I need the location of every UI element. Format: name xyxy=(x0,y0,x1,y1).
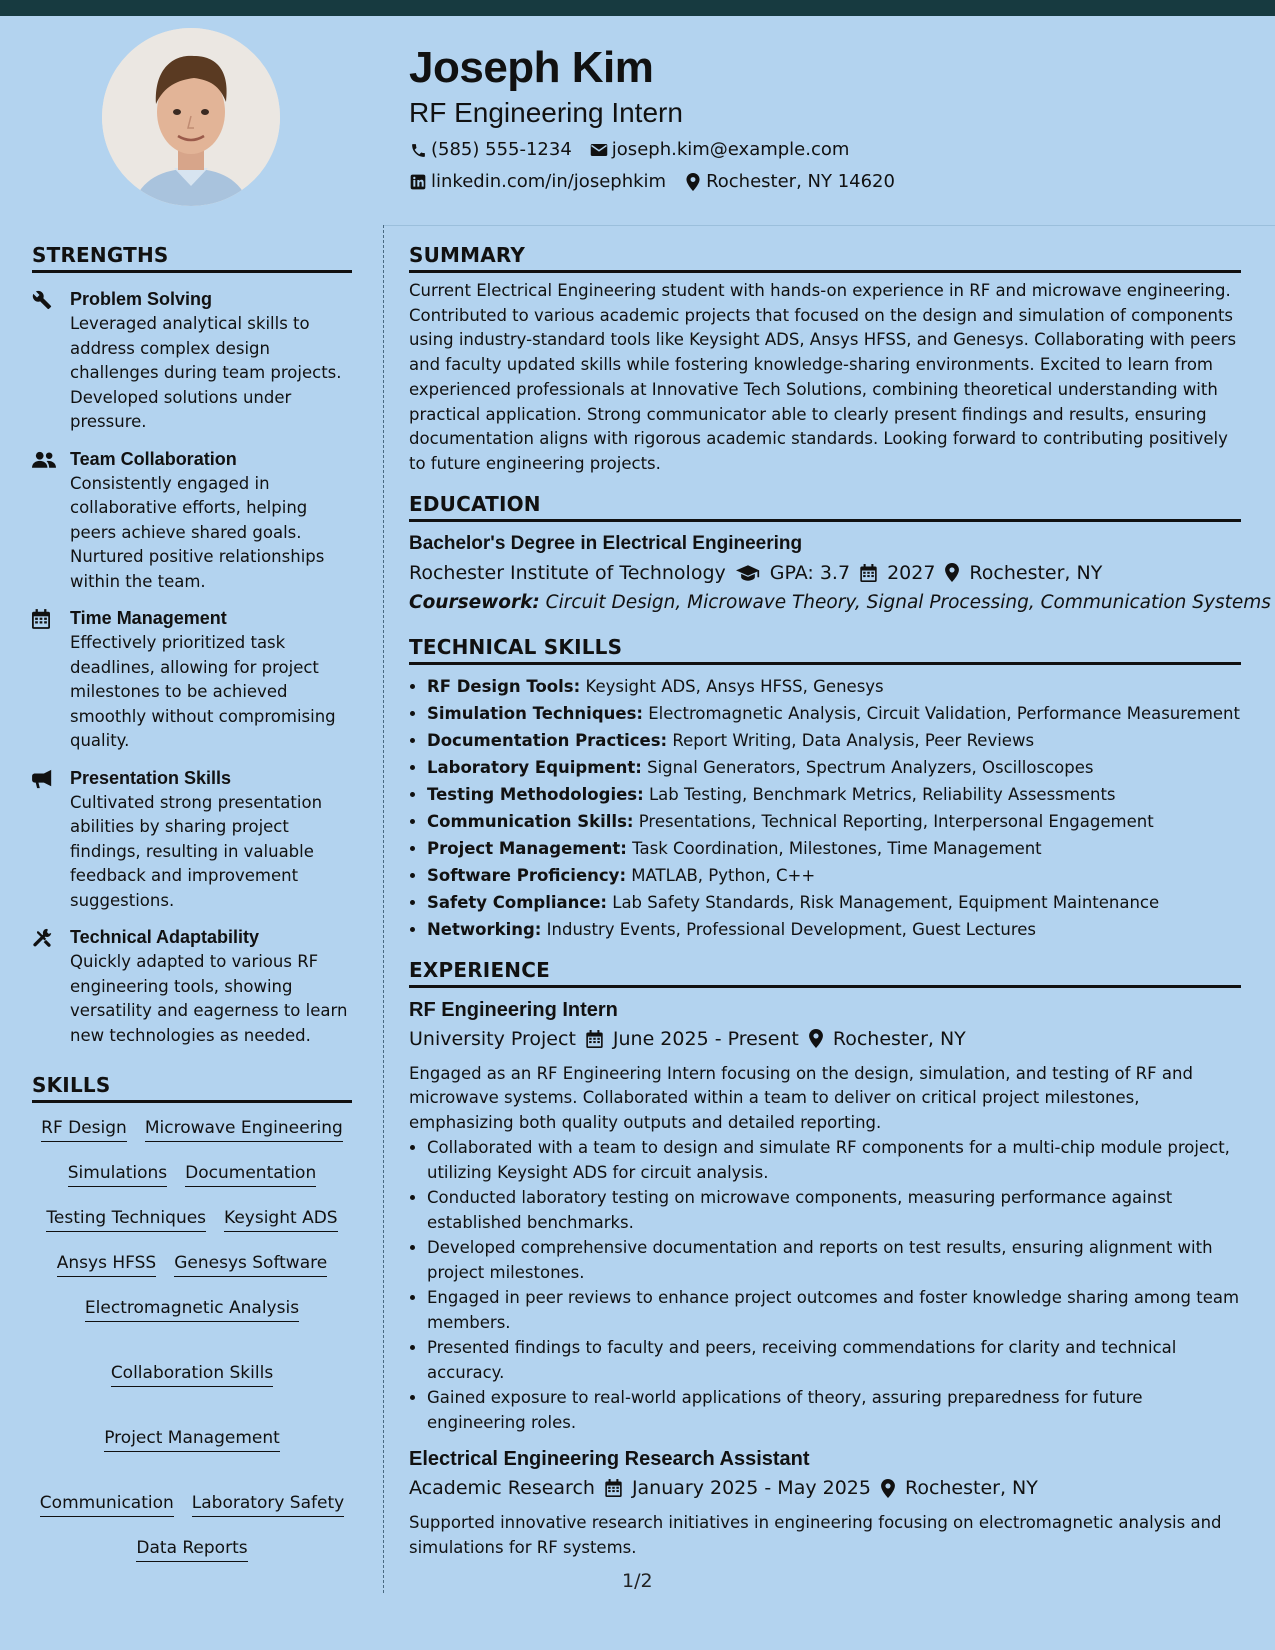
strength-title: Problem Solving xyxy=(70,289,213,309)
tech-skill-label: Documentation Practices: xyxy=(427,730,668,750)
calendar-icon xyxy=(586,1030,603,1048)
list-item xyxy=(427,781,1241,808)
tech-skill-value: Report Writing, Data Analysis, Peer Reviews xyxy=(672,730,1035,750)
list-item xyxy=(427,835,1241,862)
tech-skill-value: Keysight ADS, Ansys HFSS, Genesys xyxy=(585,676,884,696)
wrench-icon xyxy=(32,287,70,435)
tech-skill-value: MATLAB, Python, C++ xyxy=(631,865,816,885)
skill-tag: Electromagnetic Analysis xyxy=(85,1297,299,1322)
contact-row-1 xyxy=(409,134,1249,166)
phone-text: (585) 555-1234 xyxy=(431,139,572,160)
calendar-icon xyxy=(32,606,70,754)
profile-photo xyxy=(102,28,280,206)
email-text: joseph.kim@example.com xyxy=(611,139,850,160)
skill-tag: Keysight ADS xyxy=(224,1207,338,1232)
strength-desc: Effectively prioritized task deadlines, allowing for project milestones to be achieved smoothly without compromising quality. xyxy=(70,633,336,750)
coursework-text: Circuit Design, Microwave Theory, Signal Processing, Communication Systems xyxy=(545,591,1271,613)
job-location: Rochester, NY xyxy=(832,1027,966,1050)
list-item xyxy=(427,808,1241,835)
strength-item xyxy=(32,606,352,754)
strengths-heading: STRENGTHS xyxy=(32,240,352,273)
top-bar xyxy=(0,0,1275,16)
tech-skill-label: Laboratory Equipment: xyxy=(427,757,642,777)
tech-skill-value: Lab Safety Standards, Risk Management, Equipment Maintenance xyxy=(612,892,1160,912)
phone-icon xyxy=(409,141,427,159)
skill-tag: Microwave Engineering xyxy=(145,1117,343,1142)
map-pin-icon xyxy=(809,1029,823,1048)
strength-desc: Leveraged analytical skills to address complex design challenges during team projects. Developed solutions under pressure. xyxy=(70,314,342,431)
graduation-cap-icon xyxy=(736,565,760,581)
list-item xyxy=(427,889,1241,916)
tech-skill-value: Electromagnetic Analysis, Circuit Validation, Performance Measurement xyxy=(648,703,1240,723)
list-item xyxy=(427,916,1241,943)
skills-tag-list xyxy=(32,1113,352,1566)
strength-title: Technical Adaptability xyxy=(70,927,260,947)
list-item xyxy=(427,727,1241,754)
list-item: • Engaged in peer reviews to enhance project outcomes and foster knowledge sharing among team members. xyxy=(427,1286,1241,1335)
skill-tag: Laboratory Safety xyxy=(192,1492,344,1517)
summary-text: Current Electrical Engineering student with hands-on experience in RF and microwave engineering. Contributed to various academic projects that focused on the design and simulation of components using industry-standard tools like Keysight ADS, Ansys HFSS, and Genesys. Collaborating with peers and faculty updated skills while fostering knowledge-sharing environments. Excited to learn from experienced professionals at Innovative Tech Solutions, combining theoretical understanding with practical application. Strong communicator able to clearly present findings and results, ensuring documentation aligns with rigorous academic standards. Looking forward to contributing positively to future engineering projects. xyxy=(409,281,1237,473)
strength-item xyxy=(32,925,352,1048)
education-meta xyxy=(409,558,1241,588)
candidate-name: Joseph Kim xyxy=(409,43,654,92)
skill-tag: Data Reports xyxy=(136,1537,247,1562)
tech-skill-value: Industry Events, Professional Development, Guest Lectures xyxy=(546,919,1037,939)
coursework-label: Coursework: xyxy=(409,591,540,613)
phone-contact[interactable] xyxy=(409,134,572,166)
job-bullets xyxy=(409,1136,1241,1435)
skill-tag: Ansys HFSS xyxy=(57,1252,156,1277)
strength-desc: Quickly adapted to various RF engineering tools, showing versatility and eagerness to learn new technologies as needed. xyxy=(70,952,348,1045)
list-item: • Gained exposure to real-world applications of theory, assuring preparedness for future engineering roles. xyxy=(427,1386,1241,1435)
job-location: Rochester, NY xyxy=(904,1477,1038,1500)
linkedin-icon xyxy=(409,173,427,191)
tech-skill-label: Testing Methodologies: xyxy=(427,784,644,804)
job-description: Supported innovative research initiatives in engineering focusing on electromagnetic analysis and simulations for RF systems. xyxy=(409,1513,1222,1557)
tech-skill-label: RF Design Tools: xyxy=(427,676,581,696)
education-heading: EDUCATION xyxy=(409,489,1241,522)
job-description: Engaged as an RF Engineering Intern focusing on the design, simulation, and testing of RF and microwave systems. Collaborated within a team to deliver on critical project milestones, emphasizing both quality outputs and detailed reporting. xyxy=(409,1063,1193,1132)
job-org: University Project xyxy=(409,1027,576,1050)
school-location: Rochester, NY xyxy=(969,561,1103,584)
column-divider xyxy=(383,225,384,1593)
tech-skill-label: Networking: xyxy=(427,919,542,939)
tech-skill-label: Project Management: xyxy=(427,838,627,858)
list-item xyxy=(427,700,1241,727)
strength-item xyxy=(32,447,352,595)
email-contact[interactable] xyxy=(590,134,850,166)
skill-tag: Genesys Software xyxy=(174,1252,327,1277)
job-dates: June 2025 - Present xyxy=(612,1027,799,1050)
summary-heading: SUMMARY xyxy=(409,240,1241,273)
list-item xyxy=(427,673,1241,700)
linkedin-text: linkedin.com/in/josephkim xyxy=(431,171,667,192)
skill-tag: Communication xyxy=(40,1492,174,1517)
resume-header xyxy=(409,40,1249,198)
map-pin-icon xyxy=(684,173,702,191)
tech-skill-value: Task Coordination, Milestones, Time Management xyxy=(632,838,1042,858)
tools-icon xyxy=(32,925,70,1048)
map-pin-icon xyxy=(945,563,959,582)
calendar-icon xyxy=(605,1479,622,1497)
job-org: Academic Research xyxy=(409,1477,595,1500)
job-meta xyxy=(409,1473,1241,1503)
location-contact xyxy=(684,166,895,198)
candidate-title: RF Engineering Intern xyxy=(409,97,683,128)
experience-heading: EXPERIENCE xyxy=(409,955,1241,988)
list-item xyxy=(427,862,1241,889)
strength-title: Presentation Skills xyxy=(70,767,232,788)
job-title: RF Engineering Intern xyxy=(409,998,618,1021)
job-dates: January 2025 - May 2025 xyxy=(631,1477,871,1500)
calendar-icon xyxy=(860,564,877,582)
strength-desc: Cultivated strong presentation abilities by sharing project findings, resulting in valuable feedback and improvement suggestions. xyxy=(70,792,323,910)
header-divider xyxy=(383,225,1275,226)
right-column xyxy=(409,240,1271,1560)
contact-row-2 xyxy=(409,166,1249,198)
gpa-text: GPA: 3.7 xyxy=(769,561,851,584)
coursework-line xyxy=(409,588,1271,618)
technical-skills-heading: TECHNICAL SKILLS xyxy=(409,632,1241,665)
skill-tag: Testing Techniques xyxy=(46,1207,206,1232)
degree-title: Bachelor's Degree in Electrical Engineering xyxy=(409,532,803,554)
megaphone-icon xyxy=(32,766,70,914)
tech-skill-label: Software Proficiency: xyxy=(427,865,627,885)
envelope-icon xyxy=(590,141,608,159)
graduation-year: 2027 xyxy=(887,561,936,584)
strength-item xyxy=(32,766,352,914)
tech-skill-value: Signal Generators, Spectrum Analyzers, Oscilloscopes xyxy=(647,757,1094,777)
strength-desc: Consistently engaged in collaborative efforts, helping peers achieve shared goals. Nurtured positive relationships within the team. xyxy=(70,473,325,591)
skill-tag: Collaboration Skills xyxy=(111,1362,273,1387)
location-text: Rochester, NY 14620 xyxy=(706,171,895,192)
strength-title: Team Collaboration xyxy=(70,448,237,469)
job-title: Electrical Engineering Research Assistant xyxy=(409,1448,810,1471)
users-icon xyxy=(32,447,70,595)
skill-tag: Simulations xyxy=(68,1162,167,1187)
list-item: • Presented findings to faculty and peers, receiving commendations for clarity and technical accuracy. xyxy=(427,1336,1241,1385)
school-name: Rochester Institute of Technology xyxy=(409,561,726,584)
strength-item xyxy=(32,287,352,435)
list-item: • Conducted laboratory testing on microwave components, measuring performance against established benchmarks. xyxy=(427,1186,1241,1235)
map-pin-icon xyxy=(881,1479,895,1498)
tech-skill-label: Safety Compliance: xyxy=(427,892,607,912)
skill-tag: Project Management xyxy=(104,1427,280,1452)
skill-tag: Documentation xyxy=(185,1162,316,1187)
tech-skill-label: Communication Skills: xyxy=(427,811,634,831)
skills-heading: SKILLS xyxy=(32,1070,352,1103)
linkedin-contact[interactable] xyxy=(409,166,666,198)
list-item: • Collaborated with a team to design and simulate RF components for a multi-chip module project, utilizing Keysight ADS for circuit analysis. xyxy=(427,1136,1241,1185)
left-column xyxy=(32,240,352,1566)
list-item: • Developed comprehensive documentation and reports on test results, ensuring alignment with project milestones. xyxy=(427,1236,1241,1285)
list-item xyxy=(427,754,1241,781)
skill-tag: RF Design xyxy=(41,1117,127,1142)
strength-title: Time Management xyxy=(70,608,227,628)
page-number: 1/2 xyxy=(622,1570,653,1592)
tech-skill-label: Simulation Techniques: xyxy=(427,703,643,723)
technical-skills-list xyxy=(409,673,1241,943)
job-meta xyxy=(409,1024,1241,1054)
tech-skill-value: Presentations, Technical Reporting, Interpersonal Engagement xyxy=(638,811,1154,831)
tech-skill-value: Lab Testing, Benchmark Metrics, Reliability Assessments xyxy=(648,784,1116,804)
